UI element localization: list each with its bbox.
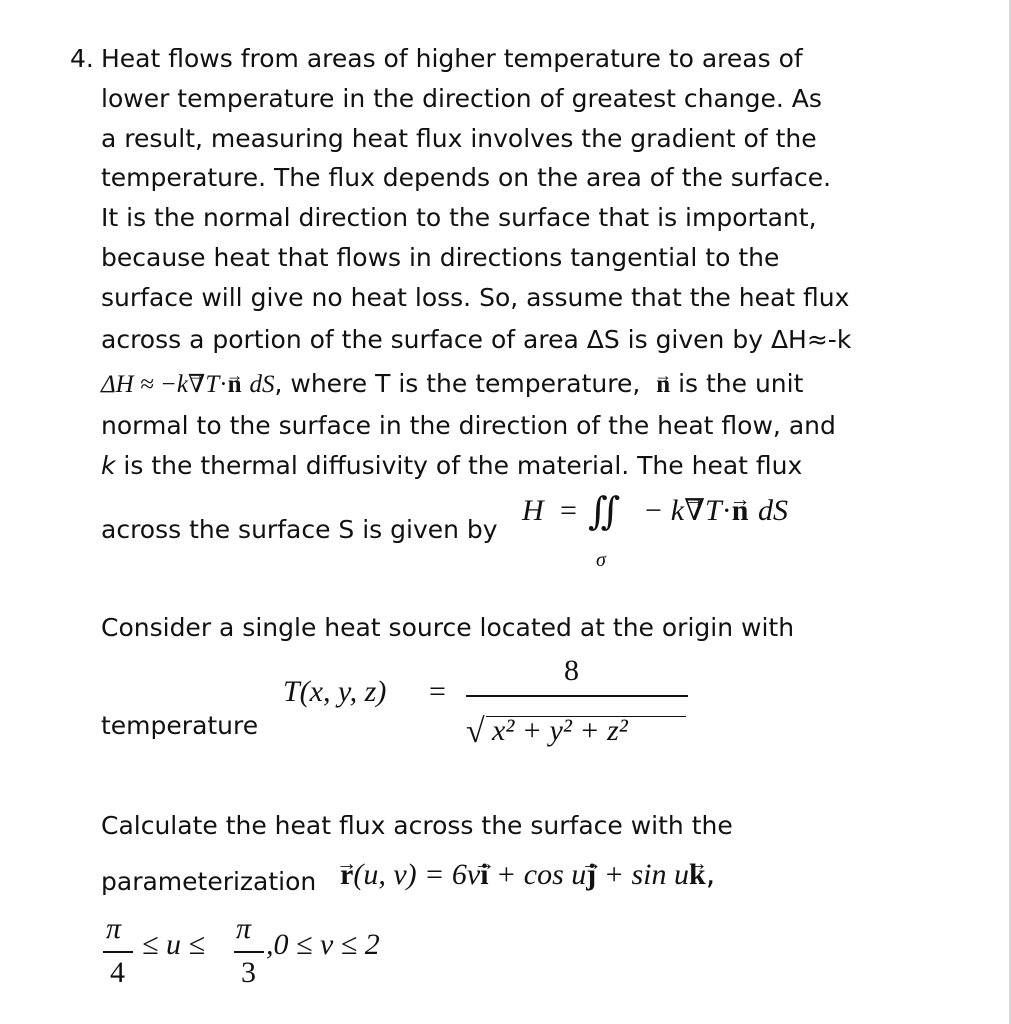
trailing-comma: , xyxy=(705,857,716,892)
paragraph-line: a result, measuring heat flux involves the gradient of the xyxy=(101,124,817,153)
v-range: ,0 ≤ v ≤ 2 xyxy=(266,928,380,961)
three-denominator: 3 xyxy=(241,956,256,989)
approx-T: T xyxy=(205,371,220,398)
approx-lhs: ΔH ≈ −k xyxy=(101,371,188,398)
sqrt-sign: √ xyxy=(466,713,485,750)
fraction-bar xyxy=(466,695,688,697)
approx-n-vector: → n xyxy=(228,370,242,400)
sin-term: + sin u xyxy=(596,858,690,891)
temperature-label: temperature xyxy=(101,711,259,740)
temperature-lhs: T(x, y, z) xyxy=(283,675,387,708)
paragraph-line: temperature. The flux depends on the area of the surface. xyxy=(101,163,832,192)
fraction-denominator: x² + y² + z² xyxy=(492,714,628,747)
approx-nabla: → ∇ xyxy=(188,370,205,400)
flux-dS: dS xyxy=(757,494,788,527)
fraction-bar-left xyxy=(103,951,133,953)
flux-intro-text: across the surface S is given by xyxy=(101,515,498,544)
paragraph-line: across a portion of the surface of area ΔS is given by ΔH≈-k xyxy=(101,325,852,354)
flux-n-vector: → n xyxy=(732,496,749,526)
paragraph-line: It is the normal direction to the surface that is important, xyxy=(101,203,817,232)
approx-dS: dS xyxy=(249,371,275,398)
double-integral-sign: ∬ xyxy=(588,491,621,533)
u-inequality: ≤ u ≤ xyxy=(142,928,205,961)
flux-integrand xyxy=(643,496,788,526)
four-denominator: 4 xyxy=(110,956,125,989)
parameterization-label: parameterization xyxy=(101,867,317,896)
approx-formula-line xyxy=(101,369,803,400)
paragraph-line: because heat that flows in directions tangential to the xyxy=(101,243,780,272)
parameterization-formula xyxy=(340,857,716,892)
temperature-equals: = xyxy=(429,675,446,708)
j-hat: → j xyxy=(586,860,596,890)
flux-equals: = xyxy=(560,494,577,527)
integral-sigma: σ xyxy=(596,549,606,571)
flux-T: T xyxy=(705,494,722,527)
pi-numerator-right: π xyxy=(236,912,252,945)
surface-intro: Calculate the heat flux across the surface with the xyxy=(101,811,733,840)
paragraph-line: Heat flows from areas of higher temperature to areas of xyxy=(101,44,803,73)
flux-minus-k: − k xyxy=(643,494,685,527)
paragraph-line: normal to the surface in the direction of the heat flow, and xyxy=(101,411,836,440)
cos-term: + cos u xyxy=(488,858,587,891)
parameterization-args: (u, v) = 6v xyxy=(353,858,481,891)
r-vector: → r xyxy=(340,860,353,890)
i-hat: → i xyxy=(480,860,488,890)
problem-number: 4. xyxy=(70,44,94,73)
flux-H: H xyxy=(522,494,544,527)
fraction-numerator: 8 xyxy=(564,654,579,687)
k-symbol: k xyxy=(101,451,116,480)
flux-nabla: → ∇ xyxy=(684,496,705,526)
approx-dot: · xyxy=(219,371,228,398)
thermal-diffusivity-line xyxy=(101,451,802,481)
fraction-bar-right xyxy=(234,951,264,953)
k-hat: → k xyxy=(689,860,706,890)
unit-normal-text: is the unit xyxy=(670,369,804,398)
flux-dot: · xyxy=(721,494,732,527)
temperature-intro: Consider a single heat source located at the origin with xyxy=(101,613,795,642)
thermal-diffusivity-text: is the thermal diffusivity of the material. The heat flux xyxy=(115,451,803,480)
approx-trailing-text: , where T is the temperature, xyxy=(274,369,641,398)
unit-normal-symbol: → n xyxy=(656,370,670,400)
paragraph-line: surface will give no heat loss. So, assume that the heat flux xyxy=(101,283,850,312)
paragraph-line: lower temperature in the direction of greatest change. As xyxy=(101,84,822,113)
pi-numerator-left: π xyxy=(106,912,122,945)
